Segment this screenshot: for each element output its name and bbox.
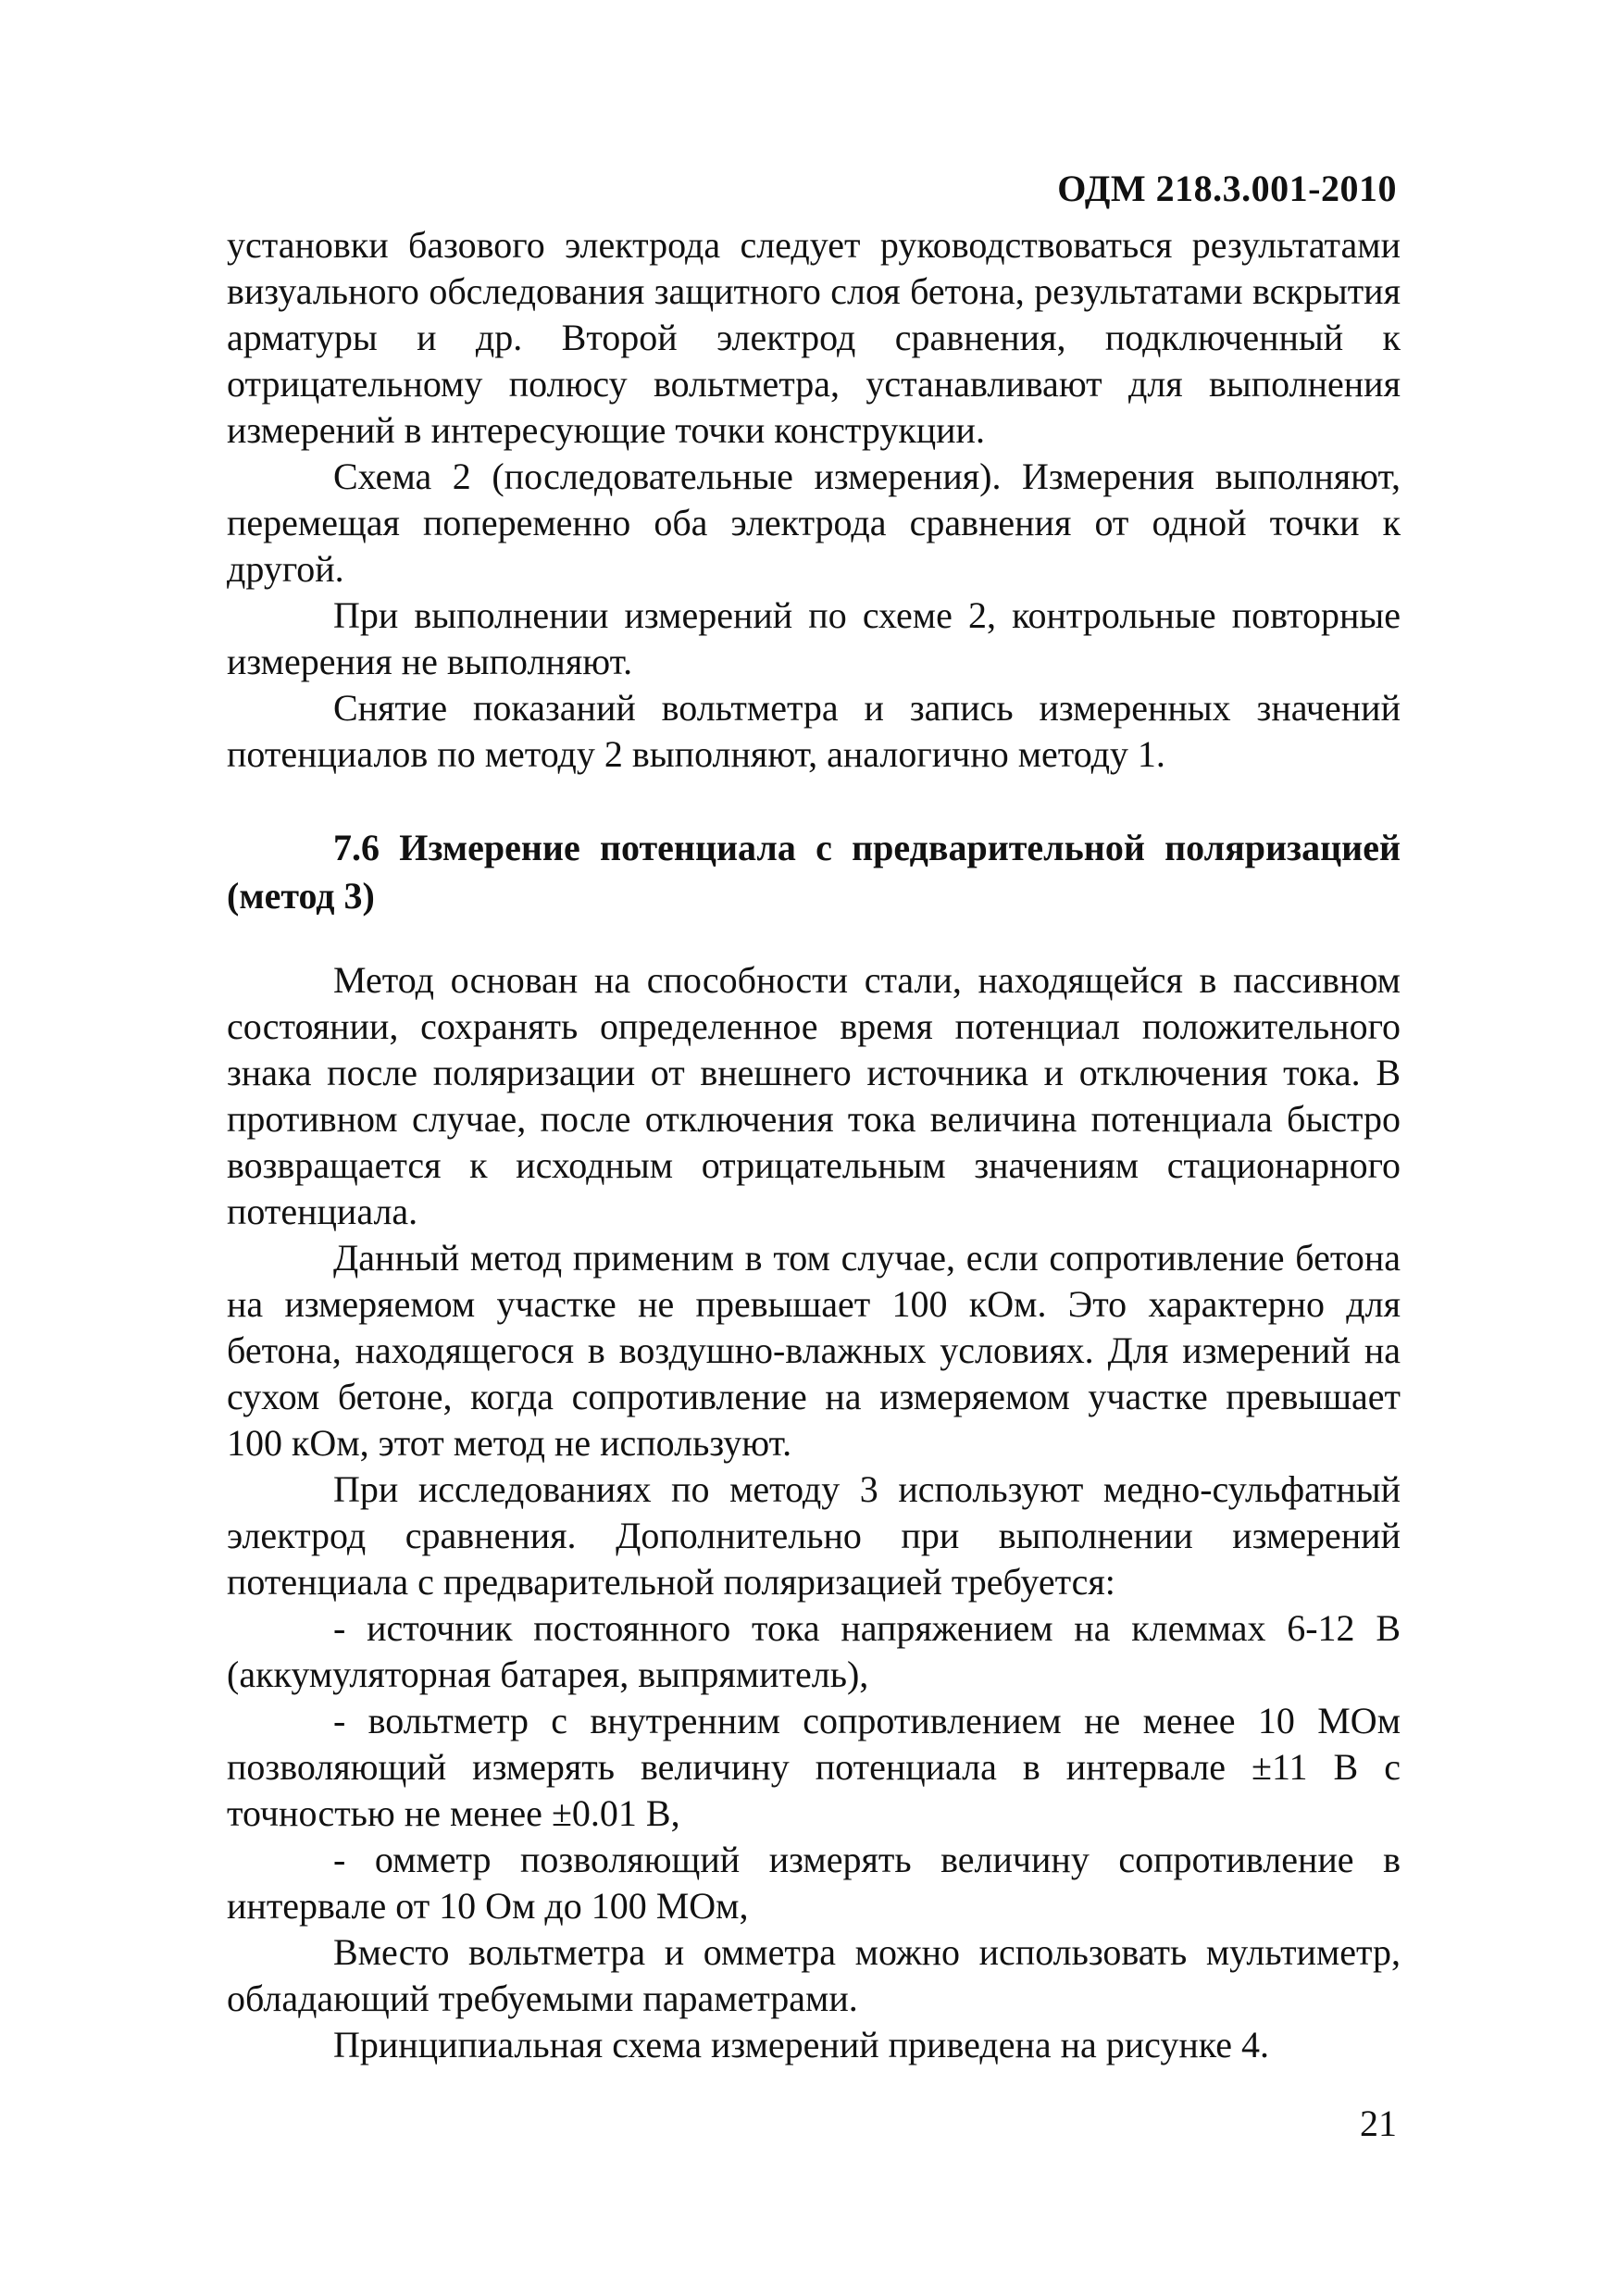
list-item: - вольтметр с внутренним сопротивлением не менее 10 МОм позволяющий измерять величину потенциала в интервале ±11 В с точностью не менее ±0.01 В, bbox=[227, 1700, 1401, 1834]
paragraph-figure-reference: Принципиальная схема измерений приведена на рисунке 4. bbox=[333, 2024, 1269, 2065]
paragraph-method-applicability: Данный метод применим в том случае, если сопротивление бетона на измеряемом участке не превышает 100 кОм. Это характерно для бетона, находящегося в воздушно-влажных условиях. Для измерений на сухом бетоне, когда сопротивление на измеряемом участке превышает 100 кОм, этот метод не используют. bbox=[227, 1237, 1401, 1464]
paragraph-multimeter: Вместо вольтметра и омметра можно использовать мультиметр, обладающий требуемыми параметрами. bbox=[227, 1931, 1401, 2019]
paragraph-equipment-intro: При исследованиях по методу 3 используют медно-сульфатный электрод сравнения. Дополнительно при выполнении измерений потенциала с предварительной поляризацией требуется: bbox=[227, 1468, 1401, 1603]
document-code: ОДМ 218.3.001-2010 bbox=[1057, 168, 1397, 209]
section-heading: 7.6 Измерение потенциала с предварительной поляризацией (метод 3) bbox=[227, 827, 1401, 917]
paragraph-readings: Снятие показаний вольтметра и запись измеренных значений потенциалов по методу 2 выполняют, аналогично методу 1. bbox=[227, 687, 1401, 775]
paragraph-method-basis: Метод основан на способности стали, находящейся в пассивном состоянии, сохранять определенное время потенциал положительного знака после поляризации от внешнего источника и отключения тока. В противном случае, после отключения тока величина потенциала быстро возвращается к исходным отрицательным значениям стационарного потенциала. bbox=[227, 959, 1401, 1232]
document-body bbox=[227, 222, 1401, 2068]
paragraph-continuation: установки базового электрода следует руководствоваться результатами визуального обследования защитного слоя бетона, результатами вскрытия арматуры и др. Второй электрод сравнения, подключенный к отрицательному полюсу вольтметра, устанавливают для выполнения измерений в интересующие точки конструкции. bbox=[227, 224, 1401, 451]
paragraph-control-measurements: При выполнении измерений по схеме 2, контрольные повторные измерения не выполняют. bbox=[227, 594, 1401, 682]
paragraph-scheme-2: Схема 2 (последовательные измерения). Измерения выполняют, перемещая попеременно оба электрода сравнения от одной точки к другой. bbox=[227, 455, 1401, 590]
list-item: - источник постоянного тока напряжением на клеммах 6-12 В (аккумуляторная батарея, выпрямитель), bbox=[227, 1607, 1401, 1695]
page-number: 21 bbox=[1360, 2103, 1397, 2144]
list-item: - омметр позволяющий измерять величину сопротивление в интервале от 10 Ом до 100 МОм, bbox=[227, 1839, 1401, 1927]
